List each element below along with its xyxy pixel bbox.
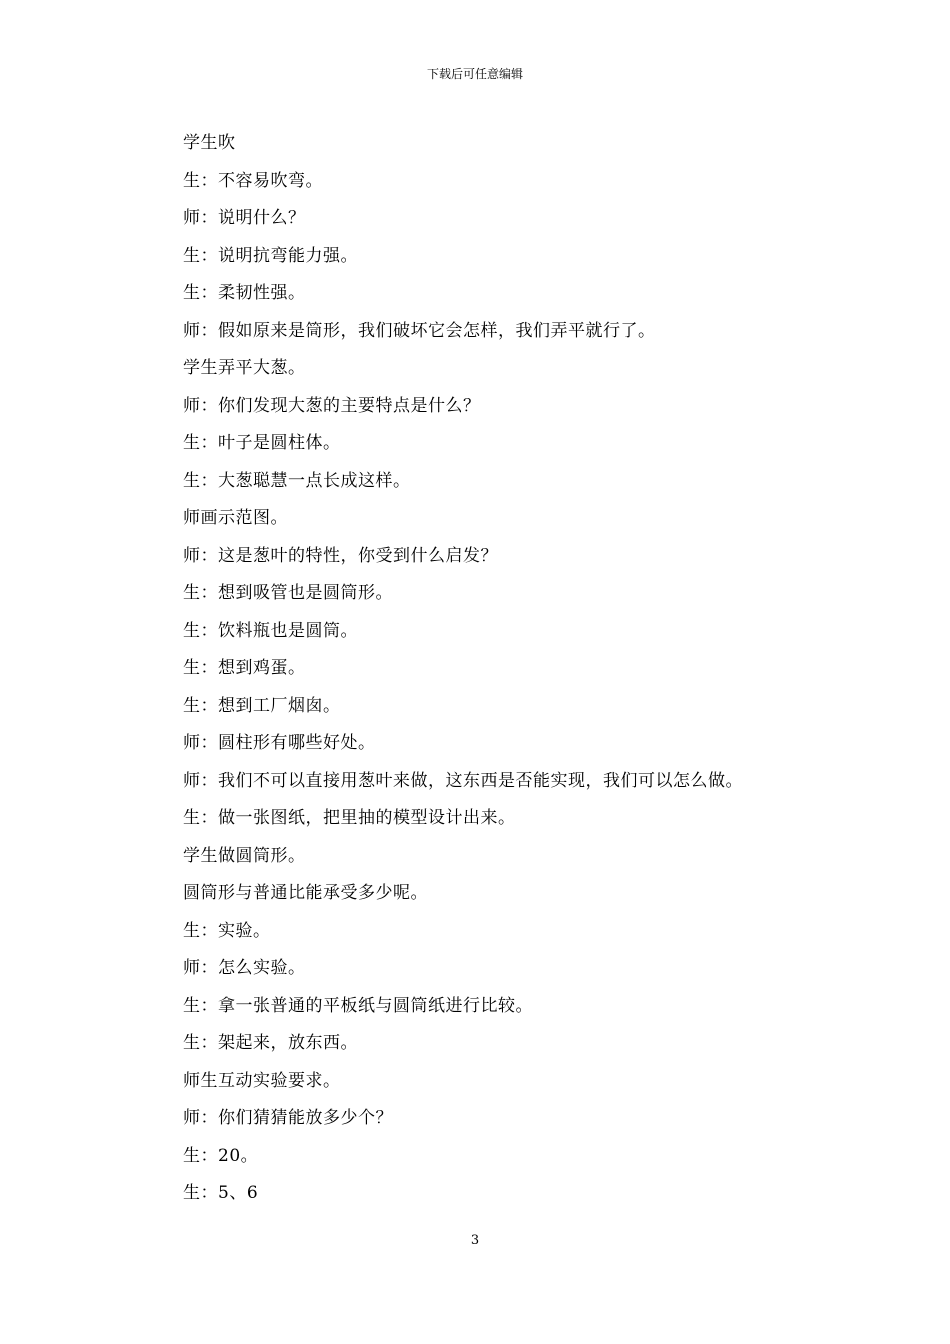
document-body bbox=[183, 125, 883, 1213]
dialogue-line: 生：20。 bbox=[183, 1145, 259, 1166]
dialogue-line: 生：做一张图纸，把里抽的模型设计出来。 bbox=[183, 808, 516, 828]
dialogue-line: 生：想到鸡蛋。 bbox=[183, 658, 306, 678]
page-header: 下载后可任意编辑 bbox=[426, 67, 523, 81]
dialogue-line: 生：大葱聪慧一点长成这样。 bbox=[183, 470, 411, 491]
dialogue-line: 生：想到工厂烟囱。 bbox=[183, 695, 341, 716]
dialogue-line: 生：5、6 bbox=[183, 1183, 259, 1203]
dialogue-line: 生：叶子是圆柱体。 bbox=[183, 433, 341, 453]
dialogue-line: 圆筒形与普通比能承受多少呢。 bbox=[183, 883, 428, 903]
dialogue-line: 师画示范图。 bbox=[183, 508, 288, 528]
dialogue-line: 生：想到吸管也是圆筒形。 bbox=[183, 583, 393, 603]
dialogue-line: 师：你们猜猜能放多少个？ bbox=[183, 1108, 393, 1128]
dialogue-line: 学生做圆筒形。 bbox=[183, 845, 306, 866]
dialogue-line: 师：你们发现大葱的主要特点是什么？ bbox=[183, 395, 481, 416]
dialogue-line: 学生吹 bbox=[183, 133, 236, 153]
dialogue-line: 师：说明什么？ bbox=[183, 208, 306, 228]
dialogue-line: 师生互动实验要求。 bbox=[183, 1070, 341, 1091]
dialogue-line: 师：圆柱形有哪些好处。 bbox=[183, 733, 376, 753]
dialogue-line: 生：不容易吹弯。 bbox=[183, 170, 323, 191]
dialogue-line: 生：饮料瓶也是圆筒。 bbox=[183, 620, 358, 641]
dialogue-line: 师：怎么实验。 bbox=[183, 958, 306, 978]
dialogue-line: 学生弄平大葱。 bbox=[183, 358, 306, 378]
dialogue-line: 生：实验。 bbox=[183, 920, 271, 941]
dialogue-line: 生：柔韧性强。 bbox=[183, 283, 306, 303]
dialogue-line: 师：这是葱叶的特性，你受到什么启发？ bbox=[183, 545, 498, 566]
dialogue-line: 师：假如原来是筒形，我们破坏它会怎样，我们弄平就行了。 bbox=[183, 320, 656, 341]
page-number: 3 bbox=[470, 1233, 480, 1248]
dialogue-line: 生：架起来，放东西。 bbox=[183, 1033, 358, 1053]
dialogue-line: 师：我们不可以直接用葱叶来做，这东西是否能实现，我们可以怎么做。 bbox=[183, 770, 743, 791]
dialogue-line: 生：拿一张普通的平板纸与圆筒纸进行比较。 bbox=[183, 995, 533, 1016]
dialogue-line: 生：说明抗弯能力强。 bbox=[183, 245, 358, 266]
